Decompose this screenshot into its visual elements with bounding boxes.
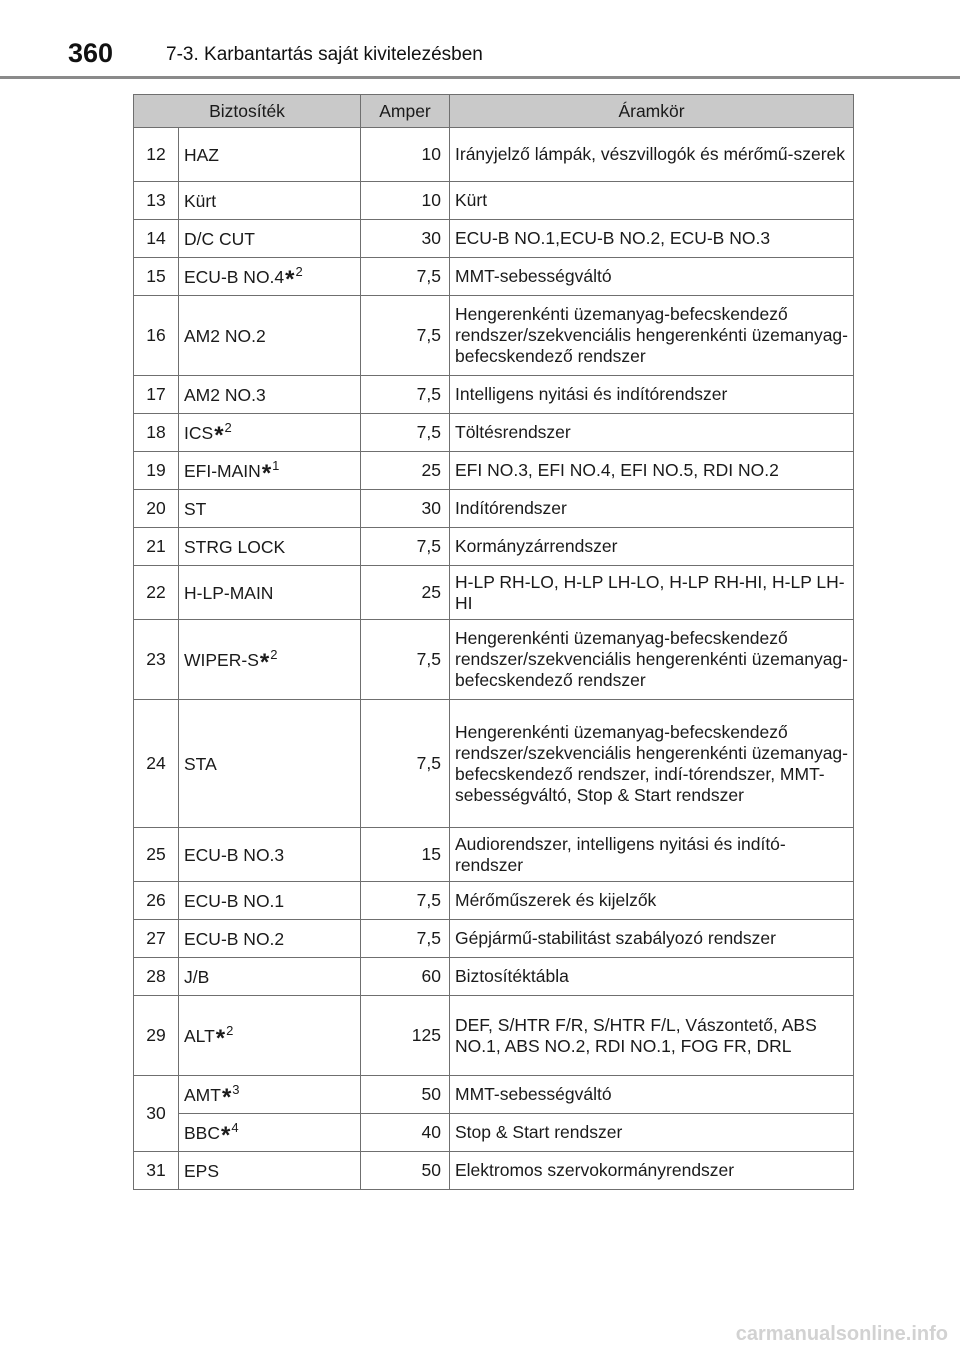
fuse-amperage: 15 [361,828,450,882]
header-divider [0,76,960,79]
fuse-circuit: Elektromos szervokormányrendszer [450,1152,854,1190]
fuse-name [179,1152,361,1190]
fuse-name [179,920,361,958]
fuse-name [179,376,361,414]
fuse-amperage: 40 [361,1114,450,1152]
fuse-name [179,452,361,490]
fuse-name [179,128,361,182]
column-header-fuse: Biztosíték [134,95,361,128]
footnote-number: 4 [231,1119,239,1135]
fuse-name-text: ALT [184,1025,215,1046]
fuse-name [179,1114,361,1152]
fuse-name-text: ST [184,498,207,519]
fuse-amperage: 125 [361,996,450,1076]
fuse-circuit: Kormányzárrendszer [450,528,854,566]
footnote-number: 2 [295,263,303,279]
table-row [134,828,854,882]
fuse-circuit: ECU-B NO.1,ECU-B NO.2, ECU-B NO.3 [450,220,854,258]
footnote-mark: * [261,459,272,487]
fuse-name-text: HAZ [184,144,219,165]
fuse-number: 31 [134,1152,179,1190]
fuse-number: 12 [134,128,179,182]
fuse-amperage: 7,5 [361,920,450,958]
table-row [134,700,854,828]
column-header-amper: Amper [361,95,450,128]
table-row [134,220,854,258]
fuse-amperage: 7,5 [361,414,450,452]
fuse-name-text: AM2 NO.2 [184,325,266,346]
footnote-mark: * [259,648,270,676]
fuse-circuit: MMT-sebességváltó [450,1076,854,1114]
fuse-name [179,182,361,220]
fuse-amperage: 60 [361,958,450,996]
page-header [0,0,960,80]
fuse-circuit: Töltésrendszer [450,414,854,452]
fuse-amperage: 30 [361,220,450,258]
fuse-circuit: DEF, S/HTR F/R, S/HTR F/L, Vászontető, ABS NO.1, ABS NO.2, RDI NO.1, FOG FR, DRL [450,996,854,1076]
column-header-circuit: Áramkör [450,95,854,128]
fuse-name-text: D/C CUT [184,228,255,249]
fuse-circuit: Stop & Start rendszer [450,1114,854,1152]
fuse-number: 27 [134,920,179,958]
fuse-number: 20 [134,490,179,528]
fuse-number: 30 [134,1076,179,1152]
fuse-name [179,220,361,258]
fuse-number: 29 [134,996,179,1076]
footnote-mark: * [285,265,295,293]
fuse-circuit: Hengerenkénti üzemanyag-befecskendező rendszer/szekvenciális hengerenkénti üzemanyag-befecskendező rendszer, indí-tórendszer, MMT-sebességváltó, Stop & Start rendszer [450,700,854,828]
fuse-amperage: 7,5 [361,700,450,828]
fuse-number: 13 [134,182,179,220]
footnote-mark: * [215,1024,226,1052]
fuse-amperage: 50 [361,1076,450,1114]
fuse-name-text: AM2 NO.3 [184,384,266,405]
table-row [134,376,854,414]
fuse-amperage: 7,5 [361,296,450,376]
footnote-number: 3 [232,1081,240,1097]
fuse-circuit: Hengerenkénti üzemanyag-befecskendező rendszer/szekvenciális hengerenkénti üzemanyag-befecskendező rendszer [450,620,854,700]
fuse-table [133,94,854,1190]
watermark: carmanualsonline.info [735,1323,948,1345]
fuse-amperage: 7,5 [361,882,450,920]
table-row [134,528,854,566]
fuse-number: 21 [134,528,179,566]
fuse-name-text: ECU-B NO.4 [184,266,285,287]
fuse-circuit: Irányjelző lámpák, vészvillogók és mérőmű-szerek [450,128,854,182]
footnote-number: 2 [226,1022,234,1038]
fuse-circuit: Hengerenkénti üzemanyag-befecskendező rendszer/szekvenciális hengerenkénti üzemanyag-befecskendező rendszer [450,296,854,376]
footnote-number: 2 [270,646,278,662]
fuse-amperage: 7,5 [361,258,450,296]
fuse-name-text: STRG LOCK [184,536,286,557]
fuse-circuit: Indítórendszer [450,490,854,528]
fuse-name [179,882,361,920]
footnote-mark: * [221,1083,232,1111]
fuse-number: 19 [134,452,179,490]
fuse-amperage: 50 [361,1152,450,1190]
table-row [134,566,854,620]
table-row [134,414,854,452]
fuse-circuit: Biztosítéktábla [450,958,854,996]
fuse-number: 23 [134,620,179,700]
fuse-name [179,490,361,528]
fuse-number: 14 [134,220,179,258]
table-row [134,1076,854,1114]
fuse-name [179,414,361,452]
fuse-name-text: Kürt [184,190,217,211]
table-row [134,258,854,296]
fuse-name [179,620,361,700]
fuse-circuit: Audiorendszer, intelligens nyitási és indító-rendszer [450,828,854,882]
fuse-name-text: ECU-B NO.3 [184,844,285,865]
table-row [134,128,854,182]
fuse-amperage: 25 [361,566,450,620]
footnote-mark: * [220,1121,231,1149]
fuse-name-text: EFI-MAIN [184,460,261,481]
fuse-name [179,996,361,1076]
table-row [134,1152,854,1190]
fuse-name [179,828,361,882]
fuse-name-text: STA [184,753,217,774]
fuse-circuit: H-LP RH-LO, H-LP LH-LO, H-LP RH-HI, H-LP LH-HI [450,566,854,620]
fuse-number: 25 [134,828,179,882]
fuse-name [179,700,361,828]
footnote-number: 1 [272,457,280,473]
fuse-name-text: ICS [184,422,214,443]
fuse-amperage: 10 [361,128,450,182]
fuse-number: 16 [134,296,179,376]
footnote-number: 2 [224,419,232,435]
table-header-row [134,95,854,128]
page-number: 360 [68,38,114,68]
fuse-name [179,958,361,996]
fuse-number: 15 [134,258,179,296]
table-row [134,1114,854,1152]
fuse-amperage: 25 [361,452,450,490]
fuse-name-text: AMT [184,1084,221,1105]
fuse-name [179,296,361,376]
fuse-name [179,1076,361,1114]
fuse-name-text: WIPER-S [184,649,259,670]
table-row [134,296,854,376]
fuse-circuit: EFI NO.3, EFI NO.4, EFI NO.5, RDI NO.2 [450,452,854,490]
fuse-name [179,566,361,620]
fuse-name [179,258,361,296]
fuse-circuit: MMT-sebességváltó [450,258,854,296]
fuse-number: 24 [134,700,179,828]
fuse-circuit: Intelligens nyitási és indítórendszer [450,376,854,414]
fuse-amperage: 7,5 [361,620,450,700]
fuse-name [179,528,361,566]
footnote-mark: * [214,421,224,449]
table-row [134,996,854,1076]
fuse-amperage: 30 [361,490,450,528]
section-title: 7-3. Karbantartás saját kivitelezésben [166,44,483,65]
table-row [134,920,854,958]
fuse-amperage: 10 [361,182,450,220]
fuse-amperage: 7,5 [361,376,450,414]
fuse-circuit: Gépjármű-stabilitást szabályozó rendszer [450,920,854,958]
fuse-name-text: J/B [184,966,210,987]
fuse-name-text: EPS [184,1160,220,1181]
fuse-number: 26 [134,882,179,920]
table-row [134,882,854,920]
fuse-number: 28 [134,958,179,996]
table-row [134,182,854,220]
fuse-name-text: H-LP-MAIN [184,582,274,603]
fuse-circuit: Mérőműszerek és kijelzők [450,882,854,920]
fuse-name-text: BBC [184,1122,220,1143]
table-row [134,490,854,528]
fuse-number: 18 [134,414,179,452]
fuse-name-text: ECU-B NO.2 [184,928,285,949]
table-row [134,620,854,700]
fuse-amperage: 7,5 [361,528,450,566]
fuse-number: 17 [134,376,179,414]
fuse-number: 22 [134,566,179,620]
fuse-circuit: Kürt [450,182,854,220]
table-row [134,958,854,996]
fuse-name-text: ECU-B NO.1 [184,890,285,911]
table-row [134,452,854,490]
